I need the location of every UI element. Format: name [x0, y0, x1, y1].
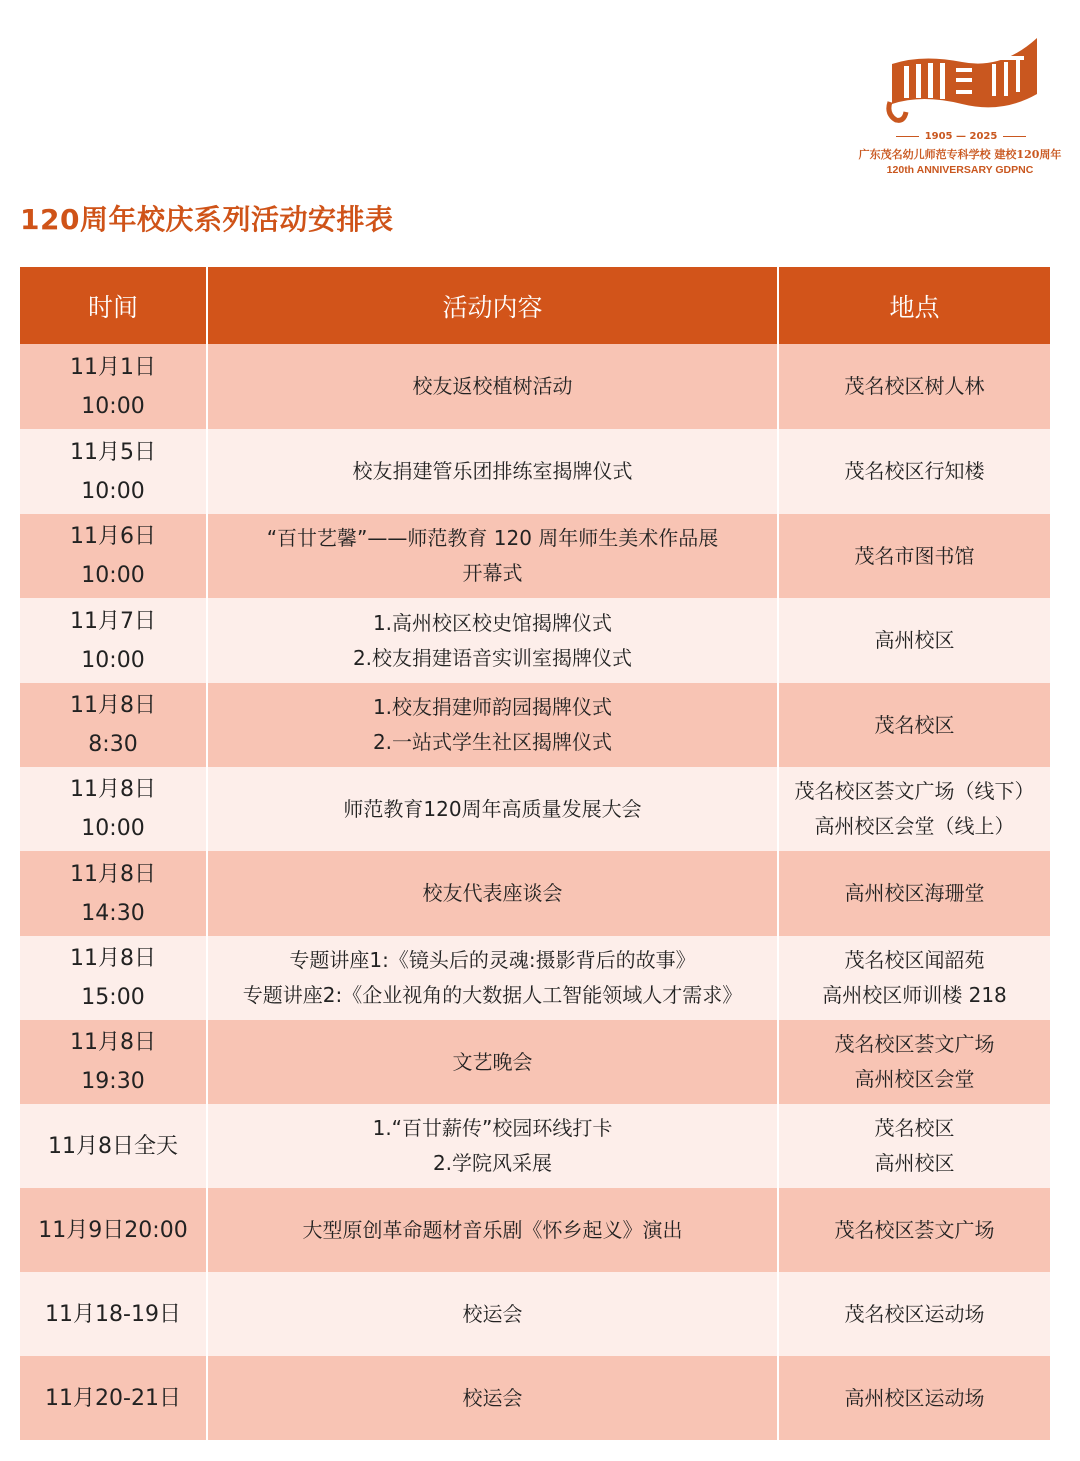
location-line: 高州校区会堂: [854, 1067, 975, 1091]
time-line: 11月18-19日: [45, 1301, 181, 1327]
time-line: 11月8日全天: [48, 1133, 178, 1159]
page-title: 120周年校庆系列活动安排表: [20, 203, 394, 236]
content-line: 校友代表座谈会: [422, 881, 563, 905]
content-line: 校运会: [462, 1301, 523, 1326]
content-cell: [207, 1188, 778, 1272]
content-line: 大型原创革命题材音乐剧《怀乡起义》演出: [302, 1217, 683, 1242]
content-cell: [207, 1356, 778, 1440]
time-cell: [20, 1272, 207, 1356]
table-row: [20, 1020, 1050, 1104]
location-cell: [778, 344, 1050, 429]
table-row: [20, 683, 1050, 767]
location-cell: [778, 851, 1050, 936]
location-line: 茂名市图书馆: [854, 543, 975, 568]
location-line: 高州校区运动场: [844, 1385, 985, 1410]
content-cell: [207, 936, 778, 1020]
location-line: 高州校区: [874, 628, 955, 652]
location-cell: [778, 598, 1050, 683]
time-cell: [20, 1356, 207, 1440]
content-line: 2.校友捐建语音实训室揭牌仪式: [352, 645, 633, 670]
location-line: 高州校区会堂（线上）: [814, 814, 1015, 838]
time-line: 11月5日: [70, 439, 156, 465]
time-cell: [20, 514, 207, 598]
table-row: [20, 1104, 1050, 1188]
content-line: 1.校友捐建师韵园揭牌仪式: [372, 695, 613, 719]
table-row: [20, 344, 1050, 429]
time-line: 11月8日: [70, 1030, 156, 1055]
time-cell: [20, 429, 207, 514]
time-cell: [20, 344, 207, 429]
schedule-table: [20, 267, 1050, 1440]
anniversary-logo: [846, 34, 1074, 184]
time-cell: [20, 1188, 207, 1272]
content-line: 2.学院风采展: [432, 1151, 553, 1175]
content-line: 校友捐建管乐团排练室揭牌仪式: [352, 459, 633, 483]
content-line: 专题讲座1:《镜头后的灵魂:摄影背后的故事》: [289, 948, 696, 972]
time-line: 14:30: [81, 900, 145, 926]
content-cell: [207, 683, 778, 767]
content-line: “百廿艺馨”——师范教育 120 周年师生美术作品展: [266, 526, 719, 550]
logo-chinese-text: 广东茂名幼儿师范专科学校 建校120周年: [858, 148, 1062, 161]
location-line: 茂名校区闻韶苑: [844, 948, 985, 972]
location-line: 高州校区师训楼 218: [822, 983, 1007, 1007]
location-cell: [778, 1272, 1050, 1356]
content-line: 1.高州校区校史馆揭牌仪式: [372, 610, 613, 635]
content-cell: [207, 1104, 778, 1188]
content-cell: [207, 851, 778, 936]
time-line: 10:00: [81, 478, 145, 504]
time-line: 11月6日: [70, 524, 156, 549]
location-cell: [778, 514, 1050, 598]
logo-english-text: 120th ANNIVERSARY GDPNC: [886, 164, 1034, 176]
time-line: 19:30: [81, 1069, 145, 1094]
table-header-row: [20, 267, 1050, 344]
time-line: 10:00: [81, 647, 145, 673]
time-line: 11月20-21日: [45, 1385, 181, 1411]
time-cell: [20, 1020, 207, 1104]
header-content: 活动内容: [207, 267, 778, 344]
location-line: 茂名校区荟文广场（线下）: [794, 779, 1035, 803]
content-line: 校运会: [462, 1385, 523, 1410]
table-row: [20, 598, 1050, 683]
location-cell: [778, 936, 1050, 1020]
location-cell: [778, 429, 1050, 514]
location-cell: [778, 1188, 1050, 1272]
content-line: 师范教育120周年高质量发展大会: [343, 796, 642, 821]
time-line: 10:00: [81, 393, 145, 419]
table-row: [20, 514, 1050, 598]
header-time: 时间: [20, 267, 207, 344]
logo-years: 1905 — 2025: [896, 129, 1026, 143]
content-cell: [207, 1272, 778, 1356]
content-line: 校友返校植树活动: [412, 374, 573, 398]
table-row: [20, 429, 1050, 514]
content-cell: [207, 514, 778, 598]
content-line: 开幕式: [462, 561, 523, 585]
table-row: [20, 1272, 1050, 1356]
time-line: 11月7日: [70, 608, 156, 634]
content-cell: [207, 598, 778, 683]
content-cell: [207, 1020, 778, 1104]
time-line: 11月9日20:00: [38, 1217, 188, 1243]
table-row: [20, 936, 1050, 1020]
location-cell: [778, 1020, 1050, 1104]
time-line: 10:00: [81, 816, 145, 841]
time-line: 11月8日: [70, 946, 156, 971]
time-cell: [20, 683, 207, 767]
time-cell: [20, 851, 207, 936]
time-line: 15:00: [81, 985, 145, 1010]
time-line: 8:30: [88, 732, 138, 757]
time-line: 10:00: [81, 563, 145, 588]
location-cell: [778, 683, 1050, 767]
location-cell: [778, 767, 1050, 851]
time-cell: [20, 598, 207, 683]
content-line: 文艺晚会: [452, 1049, 533, 1074]
location-line: 茂名校区树人林: [844, 374, 985, 398]
table-row: [20, 767, 1050, 851]
time-line: 11月8日: [70, 777, 156, 802]
location-line: 茂名校区荟文广场: [834, 1217, 995, 1242]
time-line: 11月8日: [70, 693, 156, 718]
time-cell: [20, 767, 207, 851]
time-line: 11月1日: [70, 354, 156, 380]
content-line: 2.一站式学生社区揭牌仪式: [372, 730, 613, 754]
table-row: [20, 1188, 1050, 1272]
content-cell: [207, 344, 778, 429]
location-line: 茂名校区: [874, 712, 955, 737]
header-location: 地点: [778, 267, 1050, 344]
content-line: 专题讲座2:《企业视角的大数据人工智能领域人才需求》: [242, 983, 743, 1007]
table-row: [20, 851, 1050, 936]
time-line: 11月8日: [70, 861, 156, 887]
location-line: 高州校区海珊堂: [844, 881, 985, 905]
table-row: [20, 1356, 1050, 1440]
location-line: 高州校区: [874, 1151, 955, 1175]
time-cell: [20, 1104, 207, 1188]
location-line: 茂名校区: [874, 1116, 955, 1140]
content-line: 1.“百廿薪传”校园环线打卡: [372, 1116, 613, 1140]
content-cell: [207, 429, 778, 514]
logo-emblem-icon: [882, 34, 1042, 124]
location-line: 茂名校区荟文广场: [834, 1032, 995, 1056]
location-cell: [778, 1104, 1050, 1188]
content-cell: [207, 767, 778, 851]
location-line: 茂名校区运动场: [844, 1301, 985, 1326]
location-cell: [778, 1356, 1050, 1440]
time-cell: [20, 936, 207, 1020]
location-line: 茂名校区行知楼: [844, 459, 985, 483]
